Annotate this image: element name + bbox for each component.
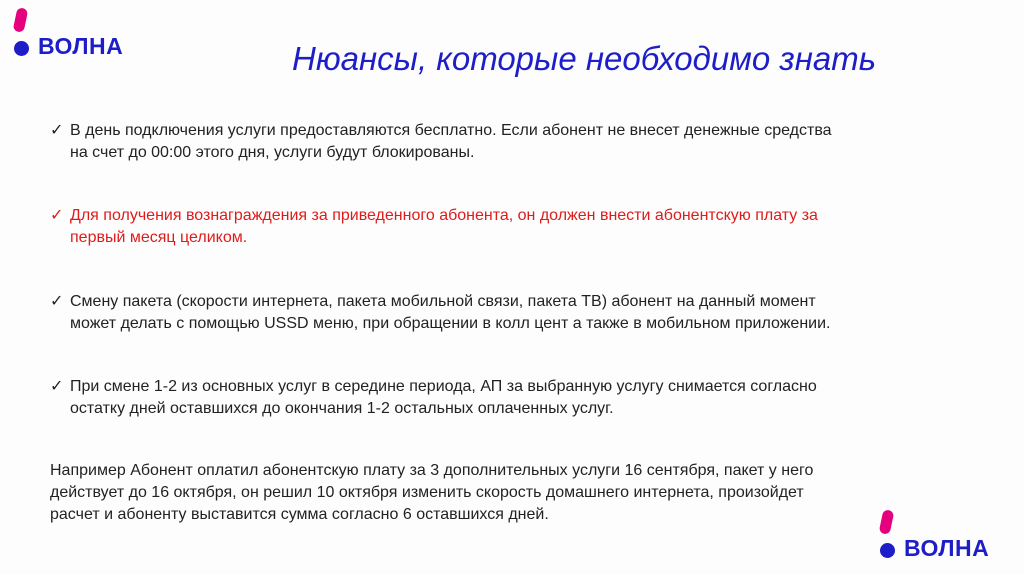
bullet-item	[50, 120, 950, 164]
bullet-line: может делать с помощью USSD меню, при обращении в колл цент а также в мобильном приложении.	[70, 315, 831, 332]
brand-logo-footer	[880, 510, 989, 560]
bullet-item	[50, 291, 950, 335]
bullet-line: В день подключения услуги предоставляются бесплатно. Если абонент не внесет денежные средства	[70, 122, 832, 139]
bullet-line: первый месяц целиком.	[70, 229, 248, 246]
bullet-line: Для получения вознаграждения за приведенного абонента, он должен внести абонентскую плату за	[70, 207, 818, 224]
brand-logo	[14, 8, 123, 58]
brand-wordmark: ВОЛНА	[38, 33, 124, 59]
bullet-line: При смене 1-2 из основных услуг в середине периода, АП за выбранную услугу снимается согласно	[70, 378, 817, 395]
example-line: расчет и абоненту выставится сумма согласно 6 оставшихся дней.	[50, 506, 549, 523]
example-paragraph	[50, 460, 950, 526]
check-icon: ✓	[50, 207, 64, 224]
example-line: действует до 16 октября, он решил 10 октября изменить скорость домашнего интернета, произойдет	[50, 484, 804, 501]
bullet-line: на счет до 00:00 этого дня, услуги будут блокированы.	[70, 144, 475, 161]
bullet-item-highlight	[50, 205, 950, 249]
example-line: Например Абонент оплатил абонентскую плату за 3 дополнительных услуги 16 сентября, пакет у него	[50, 462, 814, 479]
brand-mark-icon	[880, 510, 900, 560]
page-title: Нюансы, которые необходимо знать	[292, 40, 877, 77]
check-icon: ✓	[50, 378, 64, 395]
check-icon: ✓	[50, 293, 64, 310]
brand-wordmark: ВОЛНА	[904, 535, 990, 561]
bullet-line: Смену пакета (скорости интернета, пакета мобильной связи, пакета ТВ) абонент на данный момент	[70, 293, 816, 310]
check-icon: ✓	[50, 122, 64, 139]
brand-mark-icon	[14, 8, 34, 58]
bullet-item	[50, 376, 950, 420]
bullet-line: остатку дней оставшихся до окончания 1-2 остальных оплаченных услуг.	[70, 400, 614, 417]
